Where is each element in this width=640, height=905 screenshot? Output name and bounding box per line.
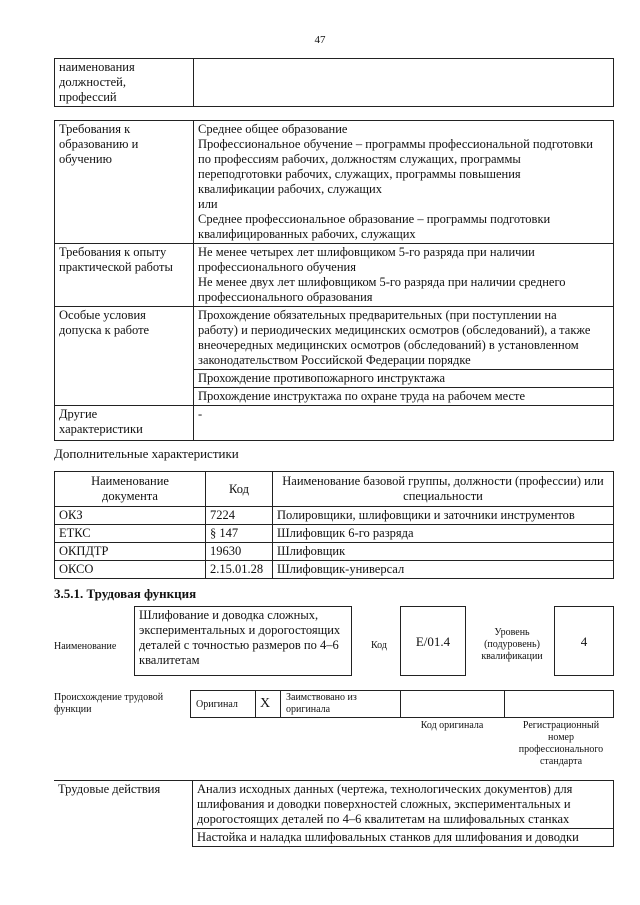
- function-name-box: Шлифование и доводка сложных, экспериментальных и дорогостоящих деталей с точностью размеров по 4–6 квалитетам: [134, 606, 352, 676]
- row-name: Шлифовщик-универсал: [273, 561, 614, 579]
- special-conditions-label: Особые условия допуска к работе: [55, 307, 194, 406]
- row-name: Полировщики, шлифовщики и заточники инструментов: [273, 507, 614, 525]
- page-number: 47: [314, 34, 326, 46]
- original-mark: X: [260, 696, 271, 711]
- education-label: Требования к образованию и обучению: [55, 121, 194, 244]
- row-code: 2.15.01.28: [206, 561, 273, 579]
- code-box: E/01.4: [400, 606, 466, 676]
- code-label: Код: [371, 640, 387, 651]
- actions-label: Трудовые действия: [54, 781, 193, 847]
- header-name: Наименование базовой группы, должности (профессии) или специальности: [273, 472, 614, 507]
- name-label: Наименование: [54, 641, 117, 652]
- other-value: -: [194, 406, 614, 441]
- additional-table: [54, 471, 614, 579]
- row-doc: ЕТКС: [55, 525, 206, 543]
- row-doc: ОКПДТР: [55, 543, 206, 561]
- positions-table: [54, 58, 614, 107]
- origin-label: Происхождение трудовой функции: [54, 692, 164, 715]
- action-item: Настойка и наладка шлифовальных станков для шлифования и доводки: [193, 829, 614, 847]
- experience-label: Требования к опыту практической работы: [55, 244, 194, 307]
- requirements-table: [54, 120, 614, 441]
- borrowed-label: Заимствовано из оригинала: [286, 692, 357, 715]
- positions-value: [194, 59, 614, 107]
- table-row: [55, 507, 614, 525]
- row-doc: ОКЗ: [55, 507, 206, 525]
- experience-value: Не менее четырех лет шлифовщиком 5-го разряда при наличии профессионального обучения Не менее двух лет шлифовщиком 5-го разряда при наличии среднего профессионального образования: [194, 244, 614, 307]
- row-code: 7224: [206, 507, 273, 525]
- special-conditions-fire: Прохождение противопожарного инструктажа: [194, 370, 614, 388]
- original-code-label: Код оригинала: [420, 720, 484, 731]
- row-doc: ОКСО: [55, 561, 206, 579]
- other-label: Другие характеристики: [55, 406, 194, 441]
- special-conditions-safety: Прохождение инструктажа по охране труда на рабочем месте: [194, 388, 614, 406]
- row-name: Шлифовщик: [273, 543, 614, 561]
- labor-actions-table: [54, 780, 614, 847]
- header-doc: Наименование документа: [55, 472, 206, 507]
- special-conditions-medical: Прохождение обязательных предварительных (при поступлении на работу) и периодических медицинских осмотров (обследований), а также внеочередных медицинских осмотров (обследований) в установленном законодательством Российской Федерации порядке: [194, 307, 614, 370]
- positions-label: наименования должностей, профессий: [55, 59, 194, 107]
- origin-box: [190, 690, 614, 718]
- level-box: 4: [554, 606, 614, 676]
- additional-title: Дополнительные характеристики: [54, 446, 239, 461]
- table-row: [55, 543, 614, 561]
- table-row: [55, 561, 614, 579]
- row-name: Шлифовщик 6-го разряда: [273, 525, 614, 543]
- header-code: Код: [206, 472, 273, 507]
- level-label: Уровень (подуровень) квалификации: [481, 627, 543, 662]
- action-item: Анализ исходных данных (чертежа, технологических документов) для шлифования и доводки поверхностей сложных, экспериментальных и дорогостоящих деталей по 4–6 квалитетам на шлифовальных станках: [193, 781, 614, 829]
- education-value: Среднее общее образование Профессиональное обучение – программы профессиональной подготовки по профессиям рабочих, должностям служащих, программы переподготовки рабочих, служащих, программы повышения квалификации рабочих, служащих или Среднее профессиональное образование – программы подготовки квалифицированных рабочих, служащих: [194, 121, 614, 244]
- table-row: [55, 525, 614, 543]
- reg-number-label: Регистрационный номер профессионального стандарта: [518, 720, 604, 767]
- row-code: 19630: [206, 543, 273, 561]
- original-label: Оригинал: [196, 699, 238, 710]
- labor-function-heading: 3.5.1. Трудовая функция: [54, 586, 197, 601]
- row-code: § 147: [206, 525, 273, 543]
